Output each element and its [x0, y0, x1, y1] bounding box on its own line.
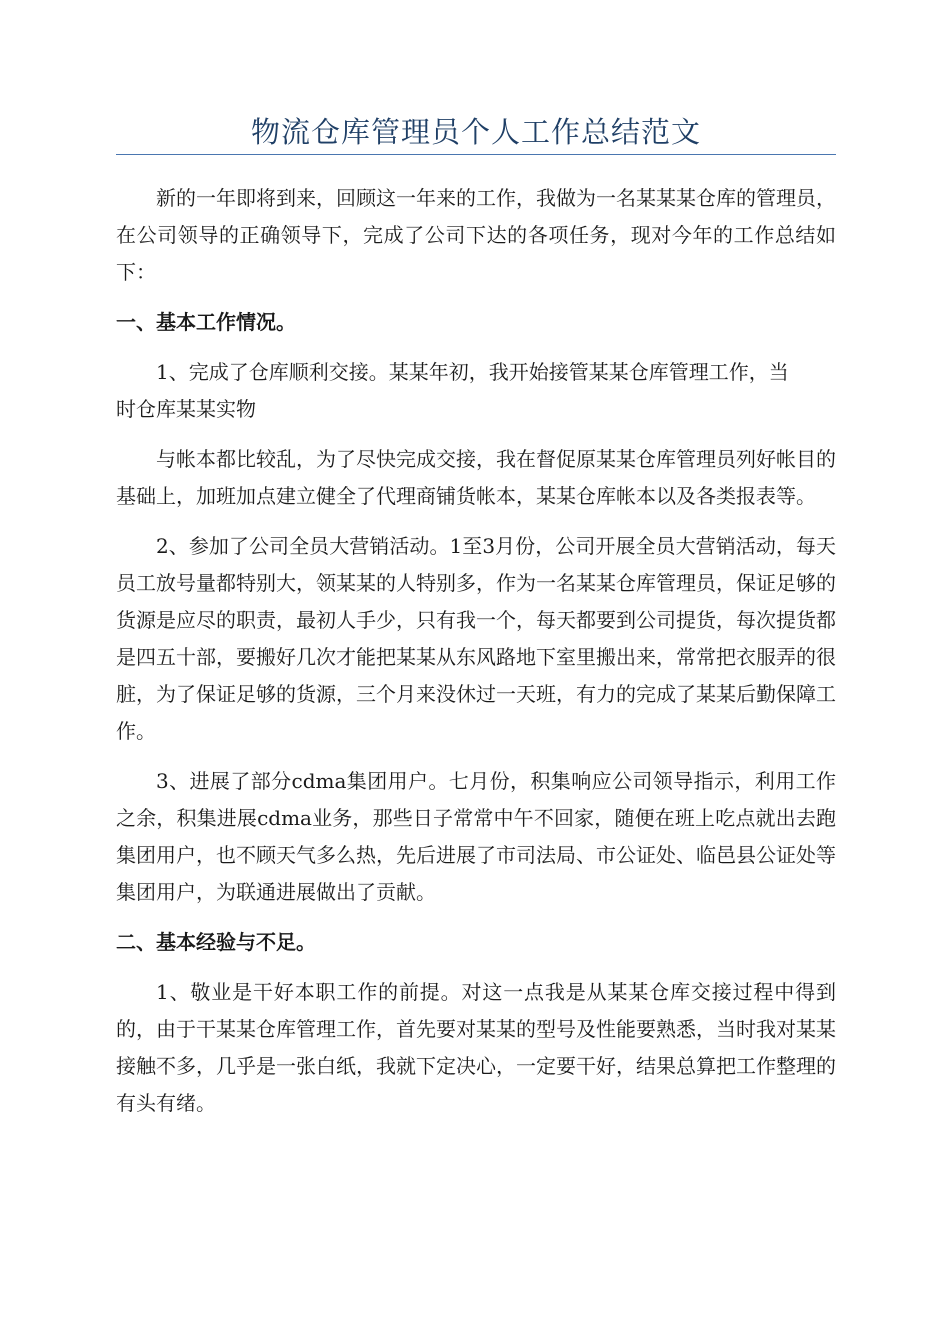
paragraph-item-1b: 与帐本都比较乱，为了尽快完成交接，我在督促原某某仓库管理员列好帐目的基础上，加班加点建立健全了代理商铺货帐本，某某仓库帐本以及各类报表等。	[116, 447, 836, 508]
document-body	[116, 180, 836, 1135]
document-title: 物流仓库管理员个人工作总结范文	[250, 115, 701, 149]
paragraph-item-2: 2、参加了公司全员大营销活动。1至3月份，公司开展全员大营销活动，每天员工放号量都特别大，领某某的人特别多，作为一名某某仓库管理员，保证足够的货源是应尽的职责，最初人手少，只有我一个，每天都要到公司提货，每次提货都是四五十部，要搬好几次才能把某某从东风路地下室里搬出来，常常把衣服弄的很脏，为了保证足够的货源，三个月来没休过一天班，有力的完成了某某后勤保障工作。	[116, 534, 836, 743]
section-heading-1: 一、基本工作情况。	[116, 310, 296, 334]
paragraph-item-1a: 1、完成了仓库顺利交接。某某年初，我开始接管某某仓库管理工作，当时仓库某某实物	[116, 360, 789, 421]
section-heading-2: 二、基本经验与不足。	[116, 930, 316, 954]
intro-paragraph: 新的一年即将到来，回顾这一年来的工作，我做为一名某某某仓库的管理员，在公司领导的正确领导下，完成了公司下达的各项任务，现对今年的工作总结如下：	[116, 186, 836, 284]
paragraph-item-3: 3、进展了部分cdma集团用户。七月份，积集响应公司领导指示，利用工作之余，积集进展cdma业务，那些日子常常中午不回家，随便在班上吃点就出去跑集团用户，也不顾天气多么热，先后进展了市司法局、市公证处、临邑县公证处等集团用户，为联通进展做出了贡献。	[116, 769, 836, 904]
paragraph-item-4: 1、敬业是干好本职工作的前提。对这一点我是从某某仓库交接过程中得到的，由于干某某仓库管理工作，首先要对某某的型号及性能要熟悉，当时我对某某接触不多，几乎是一张白纸，我就下定决心，一定要干好，结果总算把工作整理的有头有绪。	[116, 980, 836, 1115]
title-underline	[116, 154, 836, 155]
